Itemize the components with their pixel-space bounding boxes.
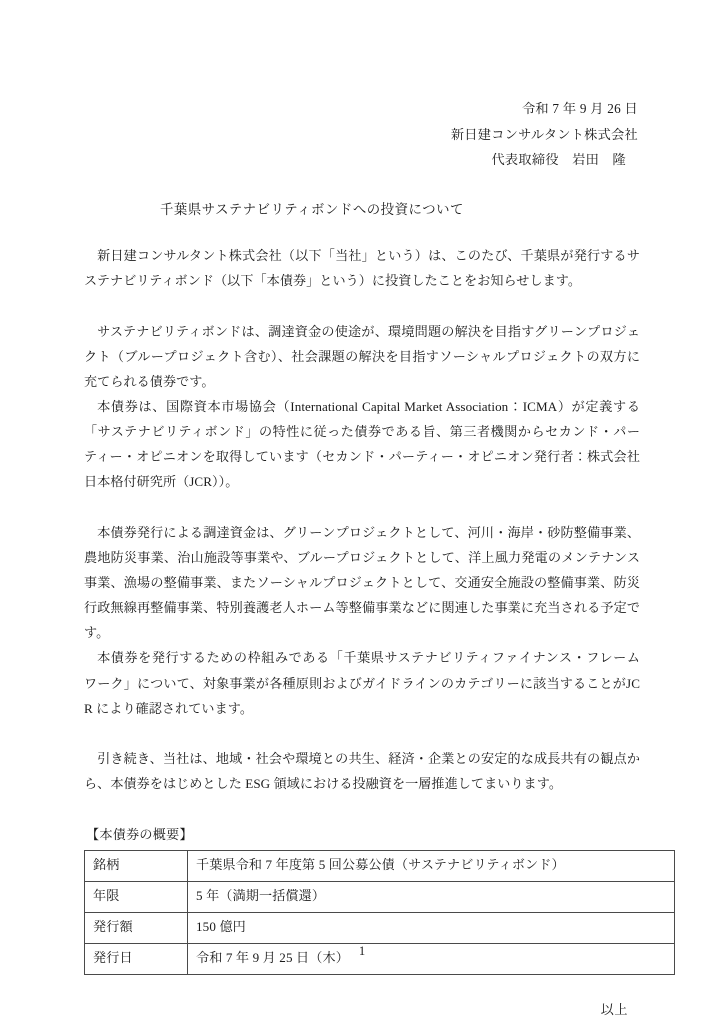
header-company-name: 新日建コンサルタント株式会社 bbox=[450, 126, 638, 142]
table-cell-key-term: 年限 bbox=[85, 882, 188, 913]
paragraph-esg-commitment: 引き続き、当社は、地域・社会や環境との共生、経済・企業との安定的な成長共有の観点から、本債券をはじめとした ESG 領域における投融資を一層推進してまいります。 bbox=[84, 750, 640, 792]
paragraph-bond-definition: サステナビリティボンドは、調達資金の使途が、環境問題の解決を目指すグリーンプロジェクト（ブループロジェクト含む）、社会課題の解決を目指すソーシャルプロジェクトの双方に充てられる債券です。 bbox=[84, 323, 640, 389]
table-row bbox=[85, 851, 675, 882]
table-row bbox=[85, 913, 675, 944]
table-cell-value-issue-date: 令和 7 年 9 月 25 日（木） bbox=[188, 944, 675, 975]
header-representative: 代表取締役 岩田 隆 bbox=[491, 152, 626, 168]
document-header bbox=[84, 0, 640, 173]
document-content bbox=[84, 243, 640, 796]
document-body bbox=[84, 0, 640, 1018]
table-cell-key-issue-name: 銘柄 bbox=[85, 851, 188, 882]
table-cell-key-issue-date: 発行日 bbox=[85, 944, 188, 975]
table-cell-value-term: 5 年（満期一括償還） bbox=[188, 882, 675, 913]
paragraph-framework: 本債券を発行するための枠組みである「千葉県サステナビリティファイナンス・フレームワーク」について、対象事業が各種原則およびガイドラインのカテゴリーに該当することがJCR により確認されています。 bbox=[84, 650, 640, 716]
table-row bbox=[85, 882, 675, 913]
summary-table-caption: 【本債券の概要】 bbox=[86, 827, 193, 843]
table-cell-key-issue-amount: 発行額 bbox=[85, 913, 188, 944]
table-cell-value-issue-amount: 150 億円 bbox=[188, 913, 675, 944]
paragraph-icma-opinion: 本債券は、国際資本市場協会（International Capital Market Association：ICMA）が定義する「サステナビリティボンド」の特性に従った債券である旨、第三者機関からセカンド・パーティー・オピニオンを取得しています（セカンド・パーティー・オピニオン発行者：株式会社日本格付研究所（JCR））。 bbox=[84, 399, 640, 490]
closing-mark: 以上 bbox=[600, 1002, 628, 1018]
page-title: 千葉県サステナビリティボンドへの投資について bbox=[160, 202, 464, 218]
page-number: 1 bbox=[358, 944, 366, 958]
paragraph-use-of-proceeds: 本債券発行による調達資金は、グリーンプロジェクトとして、河川・海岸・砂防整備事業、農地防災事業、治山施設等事業や、ブループロジェクトとして、洋上風力発電のメンテナンス事業、漁場の整備事業、またソーシャルプロジェクトとして、交通安全施設の整備事業、防災行政無線再整備事業、特別養護老人ホーム等整備事業などに関連した事業に充当される予定です。 bbox=[84, 524, 640, 641]
paragraph-investment-announcement: 新日建コンサルタント株式会社（以下「当社」という）は、このたび、千葉県が発行するサステナビリティボンド（以下「本債券」という）に投資したことをお知らせします。 bbox=[84, 248, 640, 289]
header-date: 令和 7 年 9 月 26 日 bbox=[521, 101, 638, 116]
table-cell-value-issue-name: 千葉県令和 7 年度第 5 回公募公債（サステナビリティボンド） bbox=[188, 851, 675, 882]
